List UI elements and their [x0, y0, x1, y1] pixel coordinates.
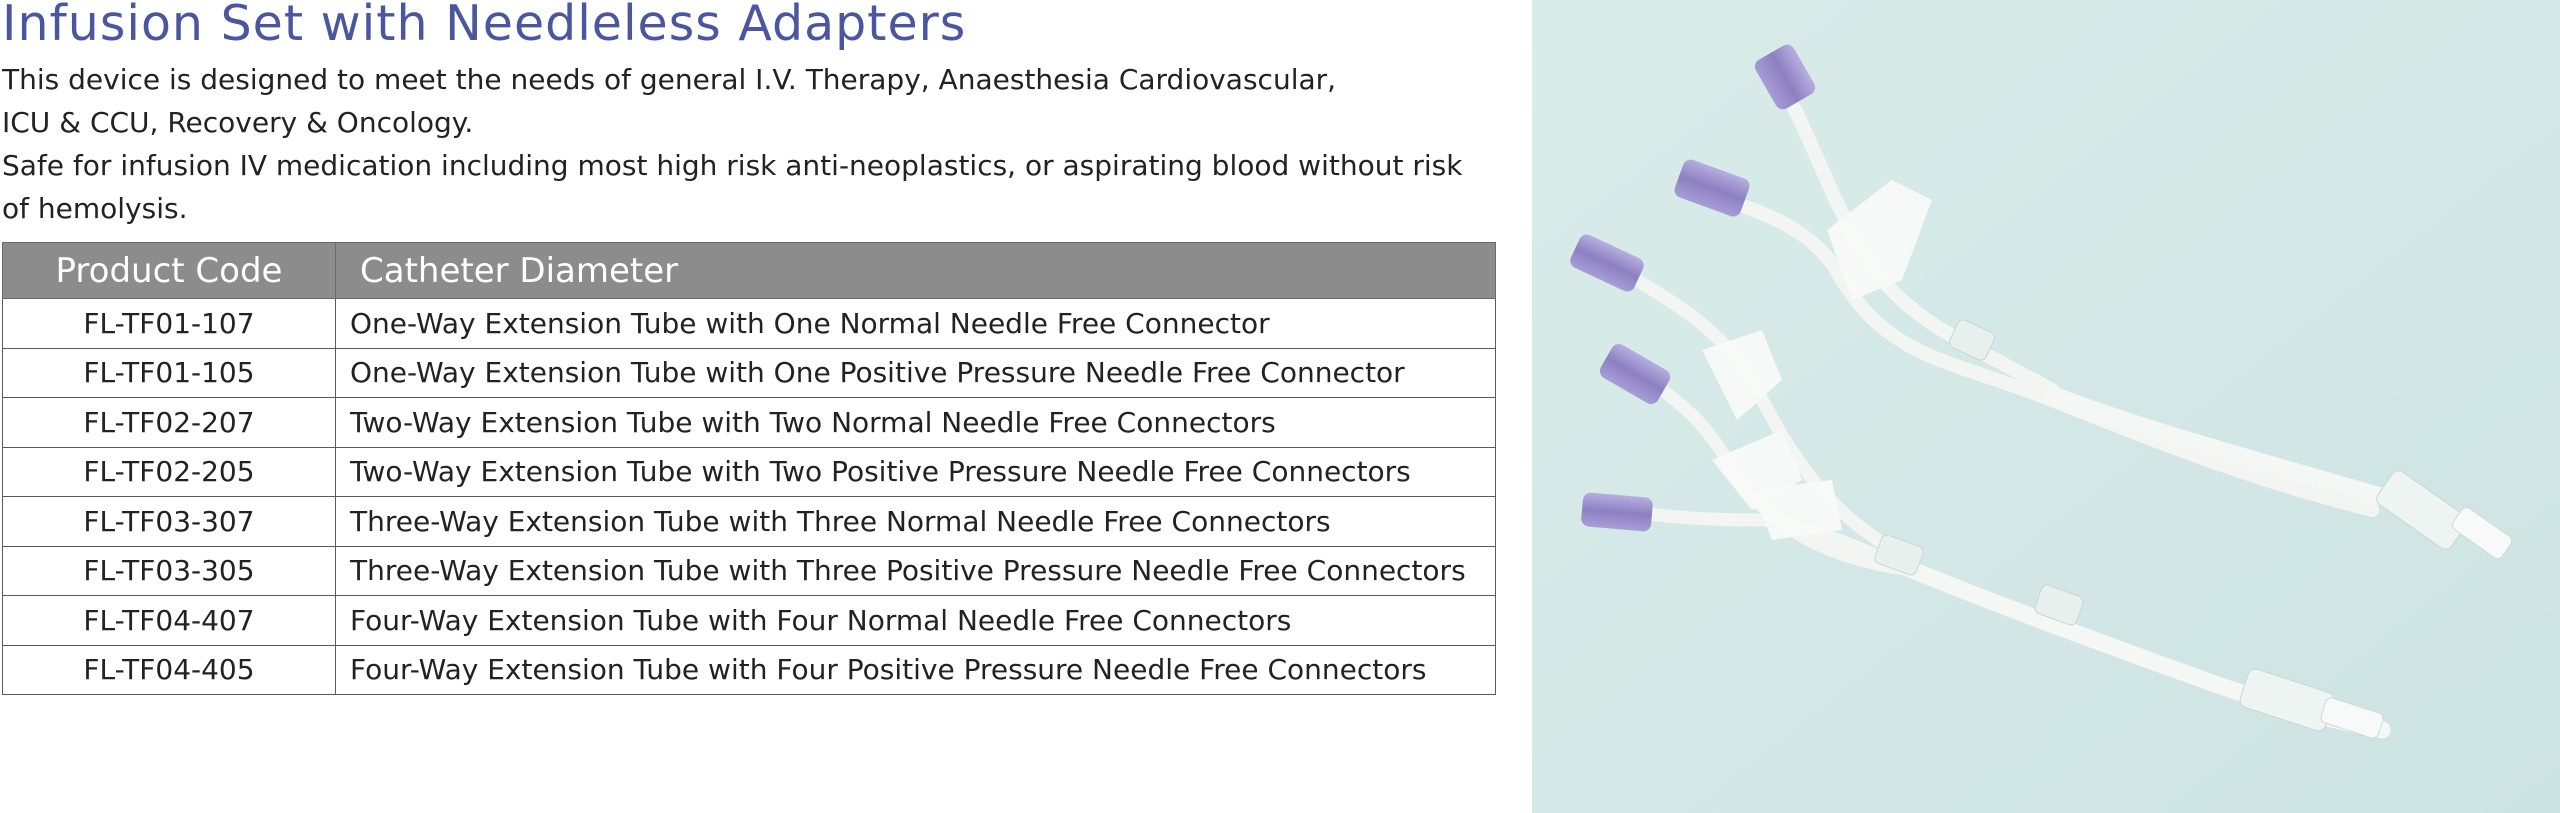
product-code-cell: FL-TF03-305: [3, 546, 336, 596]
table-row: [3, 497, 1496, 547]
product-code-cell: FL-TF01-105: [3, 348, 336, 398]
product-description-cell: One-Way Extension Tube with One Positive Pressure Needle Free Connector: [336, 348, 1496, 398]
header-product-code: Product Code: [3, 243, 336, 299]
table-row: [3, 645, 1496, 695]
product-code-cell: FL-TF02-207: [3, 398, 336, 448]
product-code-cell: FL-TF04-405: [3, 645, 336, 695]
table-row: [3, 447, 1496, 497]
product-description: [2, 58, 1502, 230]
page-title: Infusion Set with Needleless Adapters: [2, 0, 967, 52]
product-description-cell: Three-Way Extension Tube with Three Normal Needle Free Connectors: [336, 497, 1496, 547]
product-description-cell: Two-Way Extension Tube with Two Normal Needle Free Connectors: [336, 398, 1496, 448]
product-description-cell: Three-Way Extension Tube with Three Positive Pressure Needle Free Connectors: [336, 546, 1496, 596]
table-row: [3, 596, 1496, 646]
product-description-cell: Four-Way Extension Tube with Four Normal Needle Free Connectors: [336, 596, 1496, 646]
product-description-cell: Four-Way Extension Tube with Four Positive Pressure Needle Free Connectors: [336, 645, 1496, 695]
table-row: [3, 398, 1496, 448]
table-header-row: [3, 243, 1496, 299]
product-code-cell: FL-TF04-407: [3, 596, 336, 646]
product-code-cell: FL-TF01-107: [3, 299, 336, 349]
table-row: [3, 348, 1496, 398]
description-line: of hemolysis.: [2, 192, 188, 225]
header-catheter-diameter: Catheter Diameter: [336, 243, 1496, 299]
extension-tube-illustration: [1532, 0, 2560, 813]
product-table: [2, 242, 1496, 695]
description-line: ICU & CCU, Recovery & Oncology.: [2, 106, 474, 139]
product-photo: [1532, 0, 2560, 813]
description-line: This device is designed to meet the needs of general I.V. Therapy, Anaesthesia Cardiovascular,: [2, 63, 1337, 96]
product-description-cell: One-Way Extension Tube with One Normal Needle Free Connector: [336, 299, 1496, 349]
product-description-cell: Two-Way Extension Tube with Two Positive Pressure Needle Free Connectors: [336, 447, 1496, 497]
table-row: [3, 546, 1496, 596]
table-row: [3, 299, 1496, 349]
product-code-cell: FL-TF02-205: [3, 447, 336, 497]
product-code-cell: FL-TF03-307: [3, 497, 336, 547]
description-line: Safe for infusion IV medication including most high risk anti-neoplastics, or aspirating blood without risk: [2, 149, 1463, 182]
